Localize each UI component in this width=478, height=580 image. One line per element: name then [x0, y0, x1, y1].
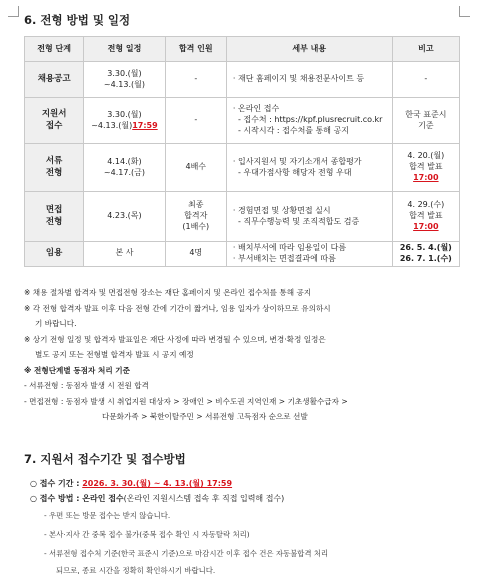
stage-cell: 서류 전형 [25, 144, 84, 192]
stage-cell: 임용 [25, 242, 84, 267]
method-item: - 서류전형 접수처 기준(한국 표준시 기준)으로 마감시간 이후 접수 건은 자동불합격 처리 [44, 549, 329, 558]
method-rest: (온라인 지원시스템 접속 후 직접 입력해 접수) [123, 494, 285, 503]
application-info [30, 476, 462, 578]
table-row [25, 144, 460, 192]
date-cell: 본 사 [84, 242, 165, 267]
header-details: 세부 내용 [226, 37, 392, 62]
header-stage: 전형 단계 [25, 37, 84, 62]
application-period [30, 476, 462, 491]
section-6-title: 6. 전형 방법 및 일정 [24, 13, 131, 27]
page-corner-mark-left [8, 6, 19, 17]
detail-line: · 재단 홈페이지 및 채용전문사이트 등 [232, 74, 365, 84]
note-cell: - [392, 62, 459, 98]
note-line: ※ 각 전형 합격자 발표 이후 다음 전형 간에 기간이 짧거나, 임용 일자가 상이하므로 유의하시 [24, 303, 331, 313]
count-cell: 최종 합격자 (1배수) [165, 192, 226, 242]
detail-line: - 직무수행능력 및 조직적합도 검증 [232, 216, 360, 226]
period-value: 2026. 3. 30.(월) ~ 4. 13.(월) 17:59 [82, 479, 233, 488]
details-cell [226, 62, 392, 98]
details-cell [226, 242, 392, 267]
announce-time: 17:00 [413, 221, 439, 231]
date-cell: 3.30.(월) ~4.13.(월) [84, 62, 165, 98]
note-line: ※ 전형단계별 동점자 처리 기준 [24, 365, 130, 375]
note-line: 다문화가족 > 북한이탈주민 > 서류전형 고득점자 순으로 선발 [102, 412, 308, 421]
note-cell: 26. 5. 4.(월) 26. 7. 1.(수) [392, 242, 459, 267]
detail-line: · 입사지원서 및 자기소개서 종합평가 [232, 156, 362, 166]
detail-line: - 접수처 : https://kpf.plusrecruit.co.kr [232, 115, 383, 125]
section-7-title: 7. 지원서 접수기간 및 접수방법 [24, 452, 186, 466]
details-cell [226, 98, 392, 144]
detail-line: · 경험면접 및 상황면접 실시 [232, 205, 331, 215]
table-row [25, 98, 460, 144]
method-item: - 우편 또는 방문 접수는 받지 않습니다. [44, 511, 171, 520]
stage-cell: 지원서 접수 [25, 98, 84, 144]
note-cell: 4. 20.(월) 합격 발표 17:00 [392, 144, 459, 192]
detail-line: · 온라인 접수 [232, 104, 280, 114]
count-cell: 4배수 [165, 144, 226, 192]
date-cell: 3.30.(월) ~4.13.(월)17:59 [84, 98, 165, 144]
detail-line: · 부서배치는 면접결과에 따름 [232, 253, 336, 263]
period-label: ○ 접수 기간 : [30, 479, 83, 488]
count-cell: 4명 [165, 242, 226, 267]
note-line: 기 바랍니다. [35, 319, 77, 328]
table-header-row [25, 37, 460, 62]
details-cell [226, 144, 392, 192]
header-count: 합격 인원 [165, 37, 226, 62]
count-cell: - [165, 62, 226, 98]
date-cell: 4.23.(목) [84, 192, 165, 242]
note-line: ※ 채용 절차별 합격자 및 면접전형 장소는 재단 홈페이지 및 온라인 접수처를 통해 공지 [24, 288, 312, 297]
detail-line: - 시작시각 : 접수처를 통해 공지 [232, 125, 350, 135]
note-line: 별도 공지 또는 전형별 합격자 발표 시 공지 예정 [35, 350, 194, 359]
details-cell [226, 192, 392, 242]
header-note: 비고 [392, 37, 459, 62]
detail-line: - 우대가점사항 해당자 전형 우대 [232, 167, 352, 177]
announce-time: 17:00 [413, 172, 439, 182]
note-cell: 한국 표준시 기준 [392, 98, 459, 144]
page-corner-mark-right [459, 6, 470, 17]
table-row [25, 62, 460, 98]
note-line: ※ 상기 전형 일정 및 합격자 발표일은 재단 사정에 따라 변경될 수 있으며, 변경·확정 일정은 [24, 334, 326, 344]
stage-cell: 채용공고 [25, 62, 84, 98]
table-row [25, 242, 460, 267]
note-line: - 서류전형 : 동점자 발생 시 전원 합격 [24, 381, 149, 390]
schedule-notes [24, 285, 464, 425]
note-line: - 면접전형 : 동점자 발생 시 취업지원 대상자 > 장애인 > 비수도권 지역인재 > 기초생활수급자 > [24, 396, 348, 406]
method-item: 되므로, 종료 시간을 정확히 확인하시기 바랍니다. [56, 566, 216, 575]
header-date: 전형 일정 [84, 37, 165, 62]
method-item: - 본사·지사 간 중복 접수 불가(중복 접수 확인 시 자동탈락 처리) [44, 530, 250, 539]
detail-line: · 배치부서에 따라 임용일이 다름 [232, 243, 347, 252]
application-method [30, 491, 462, 506]
count-cell: - [165, 98, 226, 144]
date-cell: 4.14.(화) ~4.17.(금) [84, 144, 165, 192]
schedule-table [24, 36, 460, 267]
deadline-time: 17:59 [132, 120, 158, 130]
method-label: ○ 접수 방법 : [30, 494, 83, 503]
method-bold: 온라인 접수 [82, 494, 124, 503]
table-row [25, 192, 460, 242]
stage-cell: 면접 전형 [25, 192, 84, 242]
note-cell: 4. 29.(수) 합격 발표 17:00 [392, 192, 459, 242]
